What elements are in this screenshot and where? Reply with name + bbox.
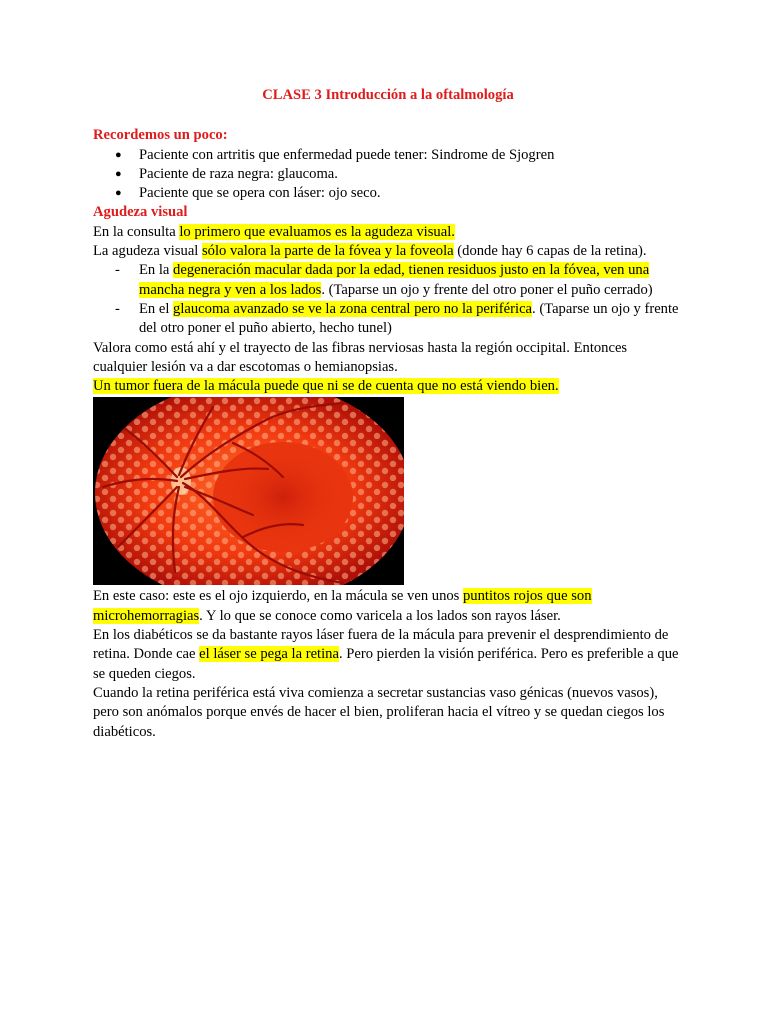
recap-heading: Recordemos un poco: <box>93 127 228 144</box>
agudeza-list <box>93 261 683 338</box>
paragraph: La agudeza visual sólo valora la parte de la fóvea y la foveola (donde hay 6 capas de la retina). <box>93 243 647 260</box>
recap-list <box>93 146 683 204</box>
list-item: ● Paciente con artritis que enfermedad puede tener: Sindrome de Sjogren <box>115 146 683 165</box>
list-item: ● Paciente que se opera con láser: ojo seco. <box>115 184 683 203</box>
list-item: - En el glaucoma avanzado se ve la zona central pero no la periférica. (Taparse un ojo y frente del otro poner el puño abierto, hecho tunel) <box>115 300 679 337</box>
highlight: glaucoma avanzado se ve la zona central pero no la periférica <box>173 300 533 317</box>
page-title: CLASE 3 Introducción a la oftalmología <box>262 87 514 103</box>
retina-fundus-image <box>93 397 404 585</box>
highlight: lo primero que evaluamos es la agudeza visual. <box>179 223 455 240</box>
agudeza-heading: Agudeza visual <box>93 204 188 221</box>
paragraph: En este caso: este es el ojo izquierdo, en la mácula se ven unos puntitos rojos que son microhemorragias. Y lo que se conoce como varicela a los lados son rayos láser. <box>93 588 592 624</box>
paragraph: En los diabéticos se da bastante rayos láser fuera de la mácula para prevenir el desprendimiento de retina. Donde cae el láser se pega la retina. Pero pierden la visión periférica. Pero es preferible a que se queden ciegos. <box>93 627 679 682</box>
document-page <box>93 86 683 742</box>
highlight: sólo valora la parte de la fóvea y la foveola <box>202 243 454 260</box>
paragraph: En la consulta lo primero que evaluamos es la agudeza visual. <box>93 223 455 240</box>
list-item: ● Paciente de raza negra: glaucoma. <box>115 165 683 184</box>
highlight: puntitos rojos que son microhemorragias <box>93 588 592 624</box>
highlight: degeneración macular dada por la edad, tienen residuos justo en la fóvea, ven una mancha negra y ven a los lados <box>139 262 650 298</box>
highlight: el láser se pega la retina <box>199 646 339 663</box>
paragraph: Valora como está ahí y el trayecto de las fibras nerviosas hasta la región occipital. Entonces cualquier lesión va a dar escotomas o hemianopsias. <box>93 339 628 375</box>
paragraph <box>93 377 683 396</box>
list-item: - En la degeneración macular dada por la edad, tienen residuos justo en la fóvea, ven una mancha negra y ven a los lados. (Taparse un ojo y frente del otro poner el puño cerrado) <box>115 262 653 298</box>
highlight: Un tumor fuera de la mácula puede que ni se de cuenta que no está viendo bien. <box>93 378 559 395</box>
paragraph: Cuando la retina periférica está viva comienza a secretar sustancias vaso génicas (nuevos vasos), pero son anómalos porque envés de hacer el bien, proliferan hacia el vítreo y se quedan ciegos los diabéticos. <box>93 684 665 740</box>
